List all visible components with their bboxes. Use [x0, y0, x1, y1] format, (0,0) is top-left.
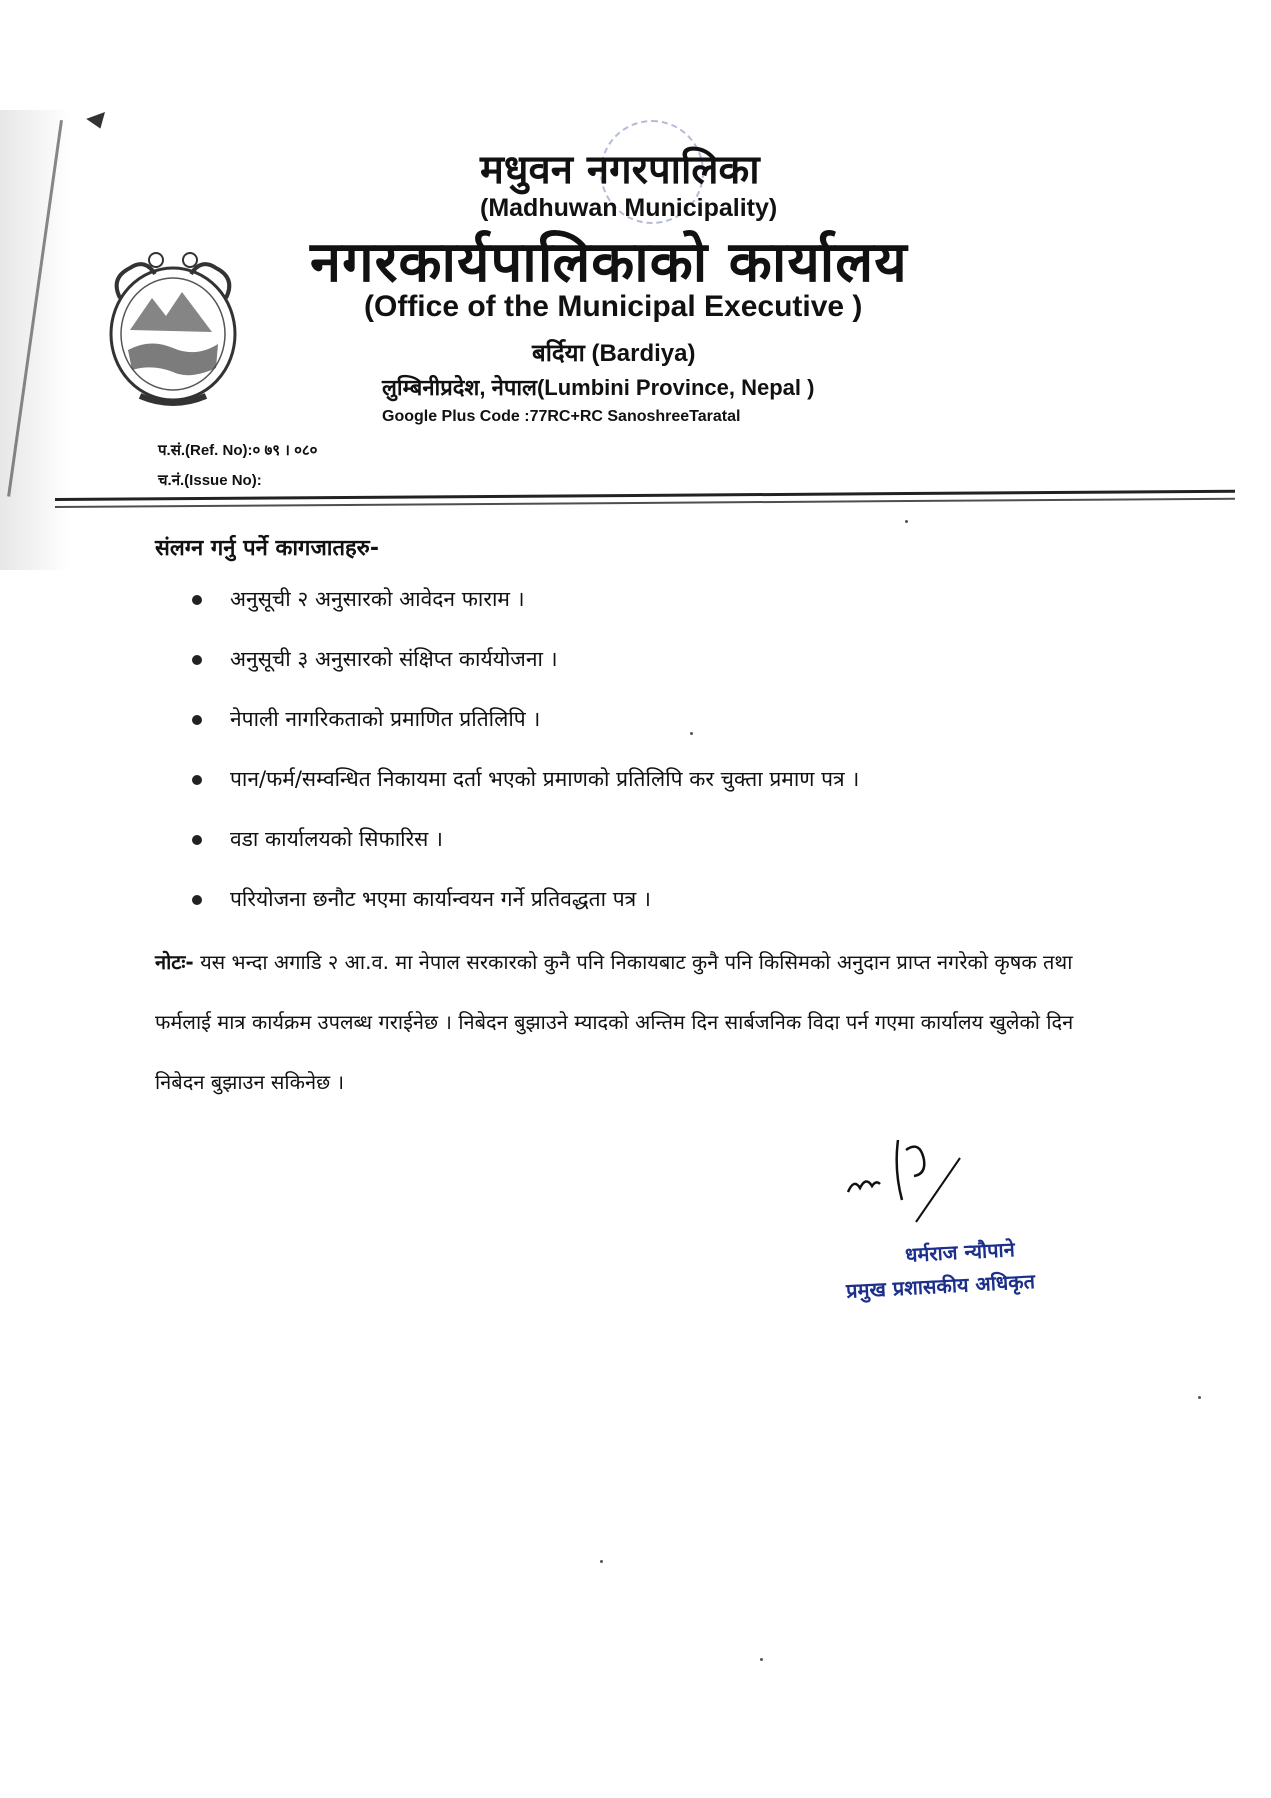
scan-speck [600, 1560, 603, 1563]
list-item-text: नेपाली नागरिकताको प्रमाणित प्रतिलिपि । [230, 707, 541, 731]
municipality-name-nepali: मधुवन नगरपालिका [480, 146, 760, 193]
office-name-english: (Office of the Municipal Executive ) [364, 290, 863, 323]
province-name: लुम्बिनीप्रदेश, नेपाल(Lumbini Province, Nepal ) [382, 375, 815, 400]
handwritten-signature [840, 1130, 1020, 1230]
list-item [190, 645, 1090, 705]
district-name: बर्दिया (Bardiya) [532, 340, 696, 367]
signatory-title: प्रमुख प्रशासकीय अधिकृत [845, 1269, 1036, 1303]
issue-number: च.नं.(Issue No): [158, 472, 262, 489]
scan-speck [905, 520, 908, 523]
office-name-nepali: नगरकार्यपालिकाको कार्यालय [310, 229, 908, 295]
attachments-list [190, 585, 1090, 945]
bullet-icon [192, 595, 202, 605]
nepal-emblem-icon [100, 238, 246, 414]
list-item-text: अनुसूची २ अनुसारको आवेदन फाराम । [230, 587, 525, 611]
bullet-icon [192, 715, 202, 725]
bullet-icon [192, 655, 202, 665]
list-item-text: अनुसूची ३ अनुसारको संक्षिप्त कार्ययोजना । [230, 647, 558, 671]
municipality-name-english: (Madhuwan Municipality) [480, 194, 778, 222]
scan-speck [760, 1658, 763, 1661]
list-item [190, 765, 1090, 825]
signatory-name: धर्मराज न्यौपाने [904, 1237, 1016, 1267]
note-text: यस भन्दा अगाडि २ आ.व. मा नेपाल सरकारको कुनै पनि निकायबाट कुनै पनि किसिमको अनुदान प्राप्त नगरेको कृषक तथा फर्मलाई मात्र कार्यक्रम उपलब्ध गराईनेछ । निबेदन बुझाउने म्यादको अन्तिम दिन सार्बजनिक विदा पर्न गएमा कार्यालय खुलेको दिन निबेदन बुझाउन सकिनेछ । [155, 950, 1074, 1094]
list-item-text: परियोजना छनौट भएमा कार्यान्वयन गर्ने प्रतिवद्धता पत्र । [230, 887, 651, 911]
bullet-icon [192, 775, 202, 785]
reference-number: प.सं.(Ref. No):० ७९ । ०८० [158, 442, 318, 459]
bullet-icon [192, 895, 202, 905]
list-item-text: पान/फर्म/सम्वन्धित निकायमा दर्ता भएको प्रमाणको प्रतिलिपि कर चुक्ता प्रमाण पत्र । [230, 767, 860, 791]
scan-corner-mark [86, 112, 110, 132]
attachments-title: संलग्न गर्नु पर्ने कागजातहरु- [155, 536, 379, 561]
list-item [190, 825, 1090, 885]
note-paragraph [155, 932, 1115, 1112]
scan-edge-shadow [0, 110, 70, 570]
scan-speck [1198, 1396, 1201, 1399]
google-plus-code: Google Plus Code :77RC+RC SanoshreeTaratal [382, 408, 741, 425]
scan-speck [690, 732, 693, 735]
list-item-text: वडा कार्यालयको सिफारिस । [230, 827, 443, 851]
bullet-icon [192, 835, 202, 845]
note-label: नोटः- [155, 950, 194, 974]
list-item [190, 705, 1090, 765]
list-item [190, 585, 1090, 645]
